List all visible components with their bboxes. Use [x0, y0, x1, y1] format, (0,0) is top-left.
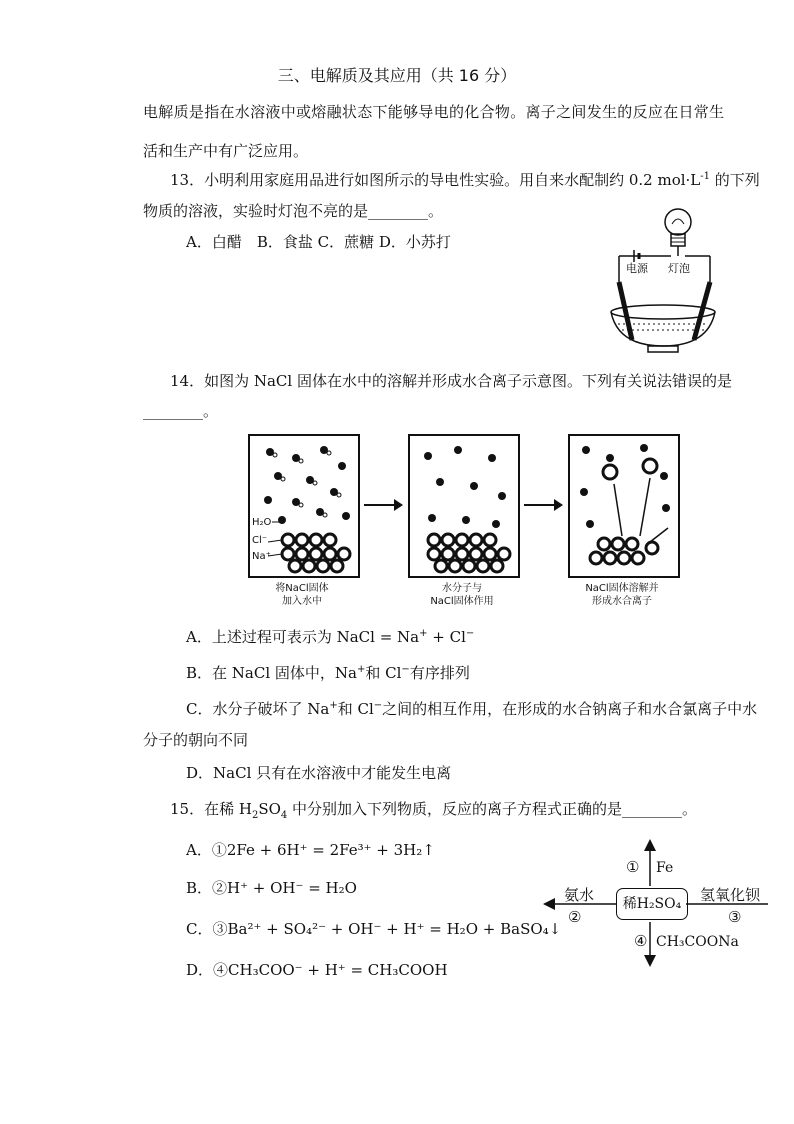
label-h2o: H₂O: [252, 517, 272, 528]
panel-hydrated-ions: [568, 434, 680, 578]
left-reagent-label: 氨水: [564, 886, 595, 904]
q14-option-c-line-2: 分子的朝向不同: [143, 731, 249, 749]
right-number: ③: [728, 908, 742, 926]
bottom-number: ④: [634, 932, 648, 950]
q13-stem-line-2: 物质的溶液，实验时灯泡不亮的是________。: [143, 202, 444, 220]
panel-add-to-water: [248, 434, 360, 578]
apparatus-drawing: [598, 200, 728, 360]
panel-water-interaction: [408, 434, 520, 578]
caption-panel-3: NaCl固体溶解并 形成水合离子: [585, 583, 659, 607]
label-na-ion: Na⁺: [252, 551, 271, 562]
q14-option-c-line-1: C．水分子破坏了 Na+和 Cl−之间的相互作用，在形成的水合钠离子和水合氯离子中水: [186, 700, 758, 718]
intro-line-2: 活和生产中有广泛应用。: [143, 142, 309, 160]
top-reagent-label: Fe: [656, 860, 674, 876]
q15-option-c: C．③Ba²⁺ + SO₄²⁻ + OH⁻ + H⁺ = H₂O + BaSO₄↓: [186, 920, 562, 938]
panel-2-drawing: [410, 436, 518, 576]
q14-stem-line-2: ________。: [143, 402, 219, 420]
conductivity-apparatus-figure: [598, 200, 728, 360]
caption-panel-2: 水分子与 NaCl固体作用: [430, 583, 494, 607]
panel-3-drawing: [570, 436, 678, 576]
q13-stem-line-1: 13．小明利用家庭用品进行如图所示的导电性实验。用自来水配制约 0.2 $mol\cdot L^{-1}$ 的下列: [170, 171, 760, 189]
intro-line-1: 电解质是指在水溶液中或熔融状态下能够导电的化合物。离子之间发生的反应在日常生: [143, 103, 725, 121]
arrow-2-head: [554, 499, 563, 511]
q13-options: A．白醋 B．食盐 C．蔗糖 D．小苏打: [186, 233, 451, 251]
bulb-label: 灯泡: [668, 262, 690, 275]
q14-option-d: D．NaCl 只有在水溶液中才能发生电离: [186, 764, 452, 782]
left-number: ②: [568, 908, 582, 926]
section-title: 三、电解质及其应用（共 16 分）: [277, 66, 517, 85]
power-source-label: 电源: [626, 262, 648, 275]
arrow-2: [524, 504, 558, 506]
top-number: ①: [626, 858, 640, 876]
q14-option-a: A．上述过程可表示为 NaCl = Na+ + Cl−: [186, 628, 475, 646]
q14-option-b: B．在 NaCl 固体中，Na+和 Cl−有序排列: [186, 664, 470, 682]
arrow-1: [364, 504, 398, 506]
bottom-reagent-label: CH₃COONa: [656, 934, 739, 950]
center-reagent-box: 稀H₂SO₄: [616, 888, 688, 920]
reaction-diagram: [538, 832, 778, 970]
q15-option-a: A．①2Fe + 6H⁺ = 2Fe³⁺ + 3H₂↑: [186, 841, 435, 859]
q15-option-d: D．④CH₃COO⁻ + H⁺ = CH₃COOH: [186, 961, 448, 979]
label-cl-ion: Cl⁻: [252, 535, 268, 546]
q15-stem: 15．在稀 $H_2SO_4$ 中分别加入下列物质，反应的离子方程式正确的是________。: [170, 800, 698, 821]
nacl-dissolution-figure: [240, 434, 690, 614]
arrow-1-head: [394, 499, 403, 511]
caption-panel-1: 将NaCl固体 加入水中: [275, 583, 329, 607]
q15-option-b: B．②H⁺ + OH⁻ = H₂O: [186, 879, 357, 897]
q14-stem-line-1: 14．如图为 NaCl 固体在水中的溶解并形成水合离子示意图。下列有关说法错误的是: [170, 372, 732, 390]
right-reagent-label: 氢氧化钡: [700, 886, 761, 904]
